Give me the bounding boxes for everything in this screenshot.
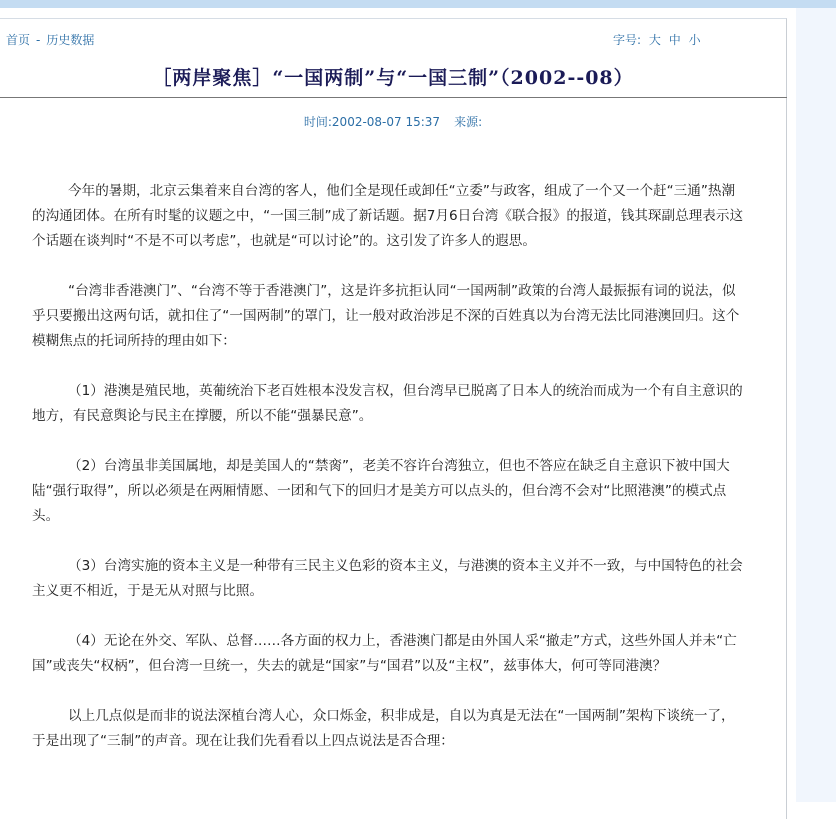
article-body: [32, 179, 748, 779]
top-bar: [0, 0, 836, 8]
paragraph: （3）台湾实施的资本主义是一种带有三民主义色彩的资本主义，与港澳的资本主义并不一致，与中国特色的社会主义更不相近，于是无从对照与比照。: [32, 558, 743, 599]
paragraph: （1）港澳是殖民地，英葡统治下老百姓根本没发言权，但台湾早已脱离了日本人的统治而成为一个有自主意识的地方，有民意舆论与民主在撑腰，所以不能“强暴民意”。: [32, 383, 743, 424]
article-title: ［两岸聚焦］“一国两制”与“一国三制”（2002--08）: [152, 67, 634, 89]
font-size-label: 字号:: [613, 33, 642, 47]
breadcrumb-home-link[interactable]: 首页: [6, 33, 31, 47]
font-size-small[interactable]: 小: [688, 33, 701, 47]
article-panel: [0, 18, 787, 819]
title-divider: [0, 97, 787, 98]
paragraph: （2）台湾虽非美国属地，却是美国人的“禁脔”，老美不容许台湾独立，但也不答应在缺乏自主意识下被中国大陆“强行取得”，所以必须是在两厢情愿、一团和气下的回归才是美方可以点头的，但台湾不会对“比照港澳”的模式点头。: [32, 458, 730, 524]
publish-time: 时间:2002-08-07 15:37: [303, 115, 441, 129]
breadcrumb-separator: -: [36, 33, 41, 47]
paragraph: 今年的暑期，北京云集着来自台湾的客人，他们全是现任或卸任“立委”与政客，组成了一个又一个赶“三通”热潮的沟通团体。在所有时髦的议题之中，“一国三制”成了新话题。据7月6日台湾《联合报》的报道，钱其琛副总理表示这个话题在谈判时“不是不可以考虑”，也就是“可以讨论”的。这引发了许多人的遐思。: [32, 183, 744, 249]
paragraph: （4）无论在外交、军队、总督……各方面的权力上，香港澳门都是由外国人采“撤走”方式，这些外国人并未“亡国”或丧失“权柄”，但台湾一旦统一，失去的就是“国家”与“国君”以及“主权”，兹事体大，何可等同港澳？: [32, 633, 737, 674]
breadcrumb: [6, 31, 94, 48]
font-size-medium[interactable]: 中: [668, 33, 681, 47]
breadcrumb-history-link[interactable]: 历史数据: [46, 33, 95, 47]
paragraph: 以上几点似是而非的说法深植台湾人心，众口烁金，积非成是，自以为真是无法在“一国两制”架构下谈统一了，于是出现了“三制”的声音。现在让我们先看看以上四点说法是否合理：: [32, 708, 735, 749]
source-label: 来源:: [454, 115, 483, 129]
font-size-selector: [613, 31, 701, 48]
article-meta: [0, 113, 786, 130]
font-size-large[interactable]: 大: [648, 33, 661, 47]
paragraph: “台湾非香港澳门”、“台湾不等于香港澳门”，这是许多抗拒认同“一国两制”政策的台湾人最振振有词的说法，似乎只要搬出这两句话，就扣住了“一国两制”的罩门，让一般对政治涉足不深的百姓真以为台湾无法比同港澳回归。这个模糊焦点的托词所持的理由如下：: [32, 283, 740, 349]
right-gutter: [796, 8, 836, 802]
